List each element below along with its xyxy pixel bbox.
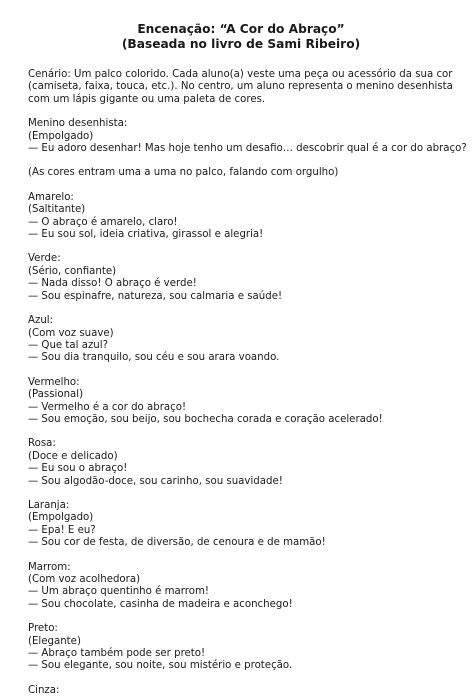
dialogue-block-preto [28, 623, 454, 673]
stage-direction: (Elegante) [28, 635, 81, 647]
dialogue-line: — Eu sou sol, ideia criativa, girassol e alegria! [28, 229, 264, 241]
character-name: Marrom: [28, 561, 71, 573]
scenario-line: (camiseta, faixa, touca, etc.). No centro, um aluno representa o menino desenhista [28, 81, 453, 93]
character-name: Vermelho: [28, 376, 80, 388]
character-name: Azul: [28, 315, 54, 327]
stage-direction: (Sério, confiante) [28, 265, 117, 277]
dialogue-line: — Sou cor de festa, de diversão, de cenoura e de mamão! [28, 537, 326, 549]
character-name: Cinza: [28, 684, 60, 696]
stage-direction: (Passional) [28, 389, 84, 401]
character-name: Preto: [28, 623, 58, 635]
stage-direction: (Com voz suave) [28, 327, 114, 339]
dialogue-block-amarelo [28, 192, 454, 242]
dialogue-line: — Um abraço quentinho é marrom! [28, 586, 210, 598]
dialogue-line: — Que tal azul? [28, 339, 108, 351]
document-title [28, 22, 454, 52]
scenario-paragraph [28, 69, 454, 106]
scenario-line: Cenário: Um palco colorido. Cada aluno(a) veste uma peça ou acessório da sua cor [28, 69, 453, 80]
stage-direction: (Doce e delicado) [28, 450, 118, 462]
dialogue-line: — Epa! E eu? [28, 524, 96, 536]
scenario-line: com um lápis gigante ou uma paleta de cores. [28, 93, 266, 105]
dialogue-block-marrom [28, 562, 454, 612]
stage-direction: (Empolgado) [28, 512, 94, 524]
dialogue-line: — Sou algodão-doce, sou carinho, sou suavidade! [28, 475, 283, 487]
dialogue-line: — Eu adoro desenhar! Mas hoje tenho um desafio… descobrir qual é a cor do abraço? [28, 143, 467, 155]
dialogue-block-cinza [28, 685, 454, 697]
dialogue-line: — Vermelho é a cor do abraço! [28, 401, 187, 413]
dialogue-line: — Sou dia tranquilo, sou céu e sou arara voando. [28, 352, 280, 364]
dialogue-block-vermelho [28, 377, 454, 427]
character-name: Amarelo: [28, 191, 74, 203]
stage-direction: (Com voz acolhedora) [28, 574, 141, 585]
dialogue-line: — Eu sou o abraço! [28, 463, 128, 475]
dialogue-line: — Sou emoção, sou beijo, sou bochecha corada e coração acelerado! [28, 413, 383, 425]
dialogue-block-laranja [28, 500, 454, 550]
dialogue-block-menino [28, 118, 467, 155]
title-line-2: (Baseada no livro de Sami Ribeiro) [121, 37, 361, 51]
dialogue-line: — Sou elegante, sou noite, sou mistério e proteção. [28, 660, 293, 672]
character-name: Rosa: [28, 438, 56, 450]
stage-direction: (Saltitante) [28, 204, 86, 216]
dialogue-block-azul [28, 315, 454, 365]
character-name: Menino desenhista: [28, 118, 128, 130]
title-line-1: Encenação: “A Cor do Abraço” [137, 22, 345, 36]
stage-note: (As cores entram uma a uma no palco, falando com orgulho) [28, 167, 339, 179]
character-name: Laranja: [28, 499, 70, 511]
dialogue-line: — Sou espinafre, natureza, sou calmaria e saúde! [28, 290, 283, 302]
dialogue-line: — Nada disso! O abraço é verde! [28, 278, 197, 290]
dialogue-line: — Sou chocolate, casinha de madeira e aconchego! [28, 598, 293, 610]
dialogue-block-verde [28, 253, 454, 303]
dialogue-line: — Abraço também pode ser preto! [28, 648, 206, 660]
dialogue-line: — O abraço é amarelo, claro! [28, 216, 178, 228]
dialogue-block-rosa [28, 438, 454, 488]
character-name: Verde: [28, 253, 61, 265]
stage-direction: (Empolgado) [28, 130, 94, 142]
